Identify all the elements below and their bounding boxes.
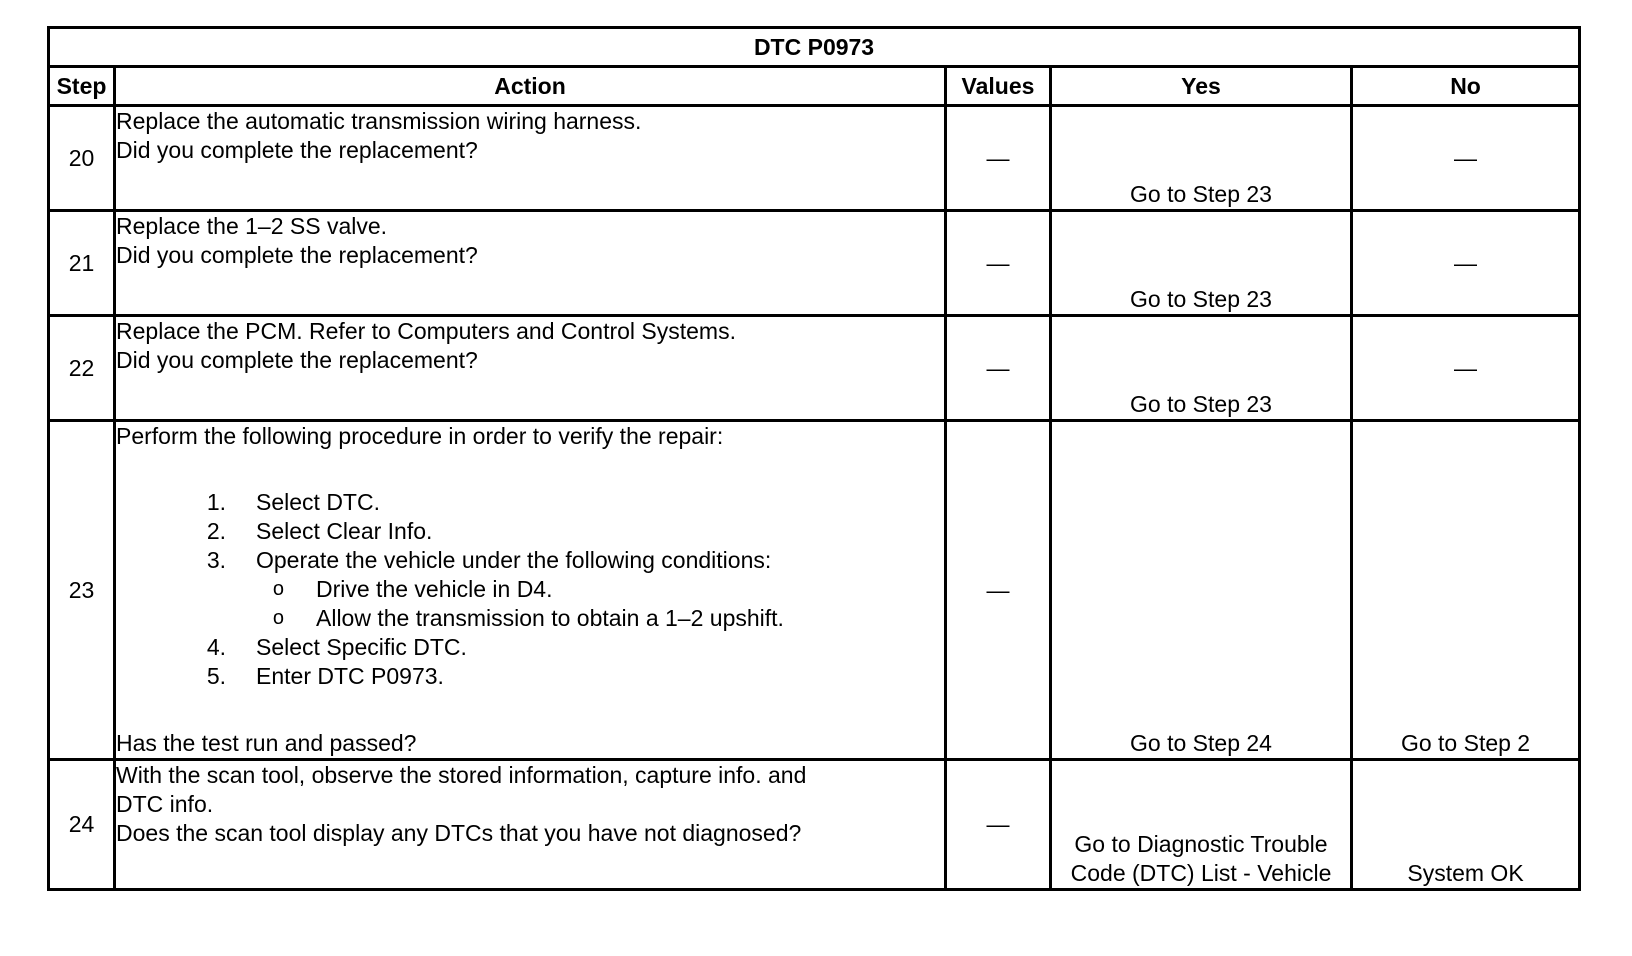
header-step: Step: [49, 67, 115, 106]
procedure-step: [116, 517, 944, 546]
action-intro: Replace the 1–2 SS valve.: [116, 213, 388, 239]
yes-cell: Go to Step 24: [1051, 421, 1352, 760]
header-no: No: [1352, 67, 1580, 106]
table-row: [49, 211, 1580, 316]
circle-bullet-icon: o: [272, 607, 284, 629]
no-cell: —: [1352, 106, 1580, 211]
procedure-number: 1.: [206, 489, 226, 515]
procedure-text: Operate the vehicle under the following conditions:: [256, 547, 772, 573]
action-intro: DTC info.: [116, 791, 214, 817]
procedure-text: Enter DTC P0973.: [256, 663, 444, 689]
table-row: [49, 421, 1580, 760]
yes-cell: Go to Step 23: [1051, 316, 1352, 421]
yes-cell: Go to Step 23: [1051, 211, 1352, 316]
circle-bullet-icon: o: [272, 578, 284, 600]
procedure-number: 2.: [206, 518, 226, 544]
dtc-table: [47, 26, 1581, 891]
step-number: 21: [49, 211, 115, 316]
action-question: Did you complete the replacement?: [116, 137, 478, 163]
no-cell: Go to Step 2: [1352, 421, 1580, 760]
procedure-step: [116, 488, 944, 517]
no-cell: —: [1352, 316, 1580, 421]
table-row: [49, 316, 1580, 421]
yes-line: Code (DTC) List - Vehicle: [1070, 860, 1332, 886]
table-title: DTC P0973: [49, 28, 1580, 67]
action-intro: With the scan tool, observe the stored information, capture info. and: [116, 762, 807, 788]
step-number: 24: [49, 760, 115, 890]
procedure-step: [116, 662, 944, 691]
action-cell: [115, 421, 946, 760]
action-question: Does the scan tool display any DTCs that you have not diagnosed?: [116, 820, 802, 846]
values-cell: —: [946, 106, 1051, 211]
procedure-step: [116, 546, 944, 575]
action-question: Has the test run and passed?: [116, 730, 417, 756]
action-intro: Replace the PCM. Refer to Computers and Control Systems.: [116, 318, 736, 344]
step-number: 22: [49, 316, 115, 421]
values-cell: —: [946, 421, 1051, 760]
procedure-number: 4.: [206, 634, 226, 660]
procedure-number: 3.: [206, 547, 226, 573]
table-row: [49, 760, 1580, 890]
action-question: Did you complete the replacement?: [116, 242, 478, 268]
yes-cell: [1051, 760, 1352, 890]
header-values: Values: [946, 67, 1051, 106]
yes-line: Go to Diagnostic Trouble: [1074, 831, 1328, 857]
step-number: 20: [49, 106, 115, 211]
values-cell: —: [946, 211, 1051, 316]
action-cell: [115, 760, 946, 890]
action-intro: Perform the following procedure in order to verify the repair:: [116, 423, 724, 449]
procedure-list: [116, 488, 944, 691]
procedure-text: Drive the vehicle in D4.: [316, 576, 553, 602]
action-cell: [115, 106, 946, 211]
action-question: Did you complete the replacement?: [116, 347, 478, 373]
procedure-text: Select DTC.: [256, 489, 380, 515]
yes-cell: Go to Step 23: [1051, 106, 1352, 211]
procedure-step: [116, 633, 944, 662]
procedure-substep: [116, 604, 944, 633]
no-cell: —: [1352, 211, 1580, 316]
procedure-text: Select Specific DTC.: [256, 634, 467, 660]
step-number: 23: [49, 421, 115, 760]
action-cell: [115, 211, 946, 316]
procedure-text: Allow the transmission to obtain a 1–2 upshift.: [316, 605, 784, 631]
header-yes: Yes: [1051, 67, 1352, 106]
procedure-text: Select Clear Info.: [256, 518, 433, 544]
values-cell: —: [946, 316, 1051, 421]
table-row: [49, 106, 1580, 211]
action-intro: Replace the automatic transmission wiring harness.: [116, 108, 642, 134]
header-action: Action: [115, 67, 946, 106]
values-cell: —: [946, 760, 1051, 890]
procedure-substep: [116, 575, 944, 604]
action-cell: [115, 316, 946, 421]
procedure-number: 5.: [206, 663, 226, 689]
no-cell: System OK: [1352, 760, 1580, 890]
